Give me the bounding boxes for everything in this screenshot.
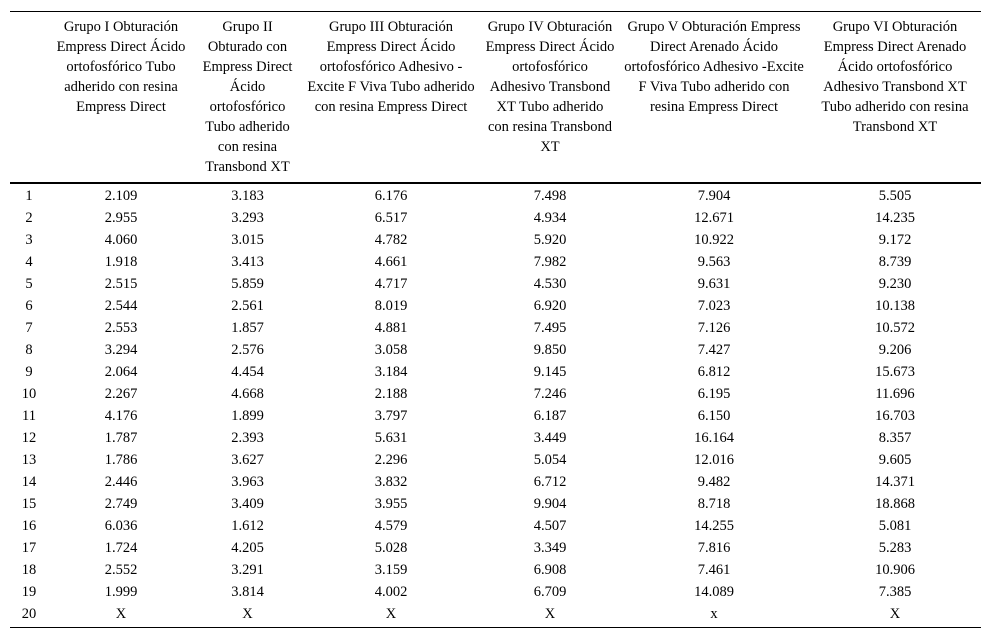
table-cell: 2.393 [231, 430, 264, 446]
table-row [10, 493, 981, 515]
table-cell: 3.058 [374, 342, 408, 358]
table-cell: 6.712 [533, 474, 567, 490]
table-cell: 4.507 [533, 518, 567, 534]
table-row [10, 207, 981, 229]
table-cell: 9.605 [878, 452, 912, 468]
table-cell: 4.782 [374, 232, 408, 248]
table-cell: 2.188 [374, 386, 408, 402]
table-cell: 5.920 [533, 232, 567, 248]
table-cell: 6.920 [533, 298, 567, 314]
table-cell: 7.461 [697, 562, 731, 578]
table-cell: 3.294 [104, 342, 138, 358]
table-cell: 2.515 [104, 276, 138, 292]
table-cell: 8.019 [374, 298, 408, 314]
table-row [10, 339, 981, 361]
table-cell: 6.709 [533, 584, 567, 600]
header-cell-grupo-3: Grupo III Obturación Empress Direct Ácido ortofosfórico Adhesivo -Excite F Viva Tubo adherido con resina Empress Direct [307, 19, 475, 115]
row-number-cell: 7 [25, 320, 33, 336]
table-cell: 1.786 [104, 452, 138, 468]
table-cell: 3.015 [231, 232, 264, 248]
table-cell: 2.064 [104, 364, 138, 380]
table-cell: X [385, 606, 397, 622]
table-cell: 6.195 [697, 386, 731, 402]
table-cell: 3.832 [374, 474, 408, 490]
table-cell: X [115, 606, 127, 622]
table-cell: 2.296 [374, 452, 408, 468]
row-number-cell: 6 [25, 298, 33, 314]
table-row [10, 449, 981, 471]
row-number-cell: 15 [21, 496, 37, 512]
table-cell: 5.081 [878, 518, 912, 534]
table-cell: 3.413 [231, 254, 264, 270]
header-cell-grupo-1: Grupo I Obturación Empress Direct Ácido ortofosfórico Tubo adherido con resina Empress Direct [56, 19, 186, 115]
table-cell: 6.036 [104, 518, 138, 534]
row-number-cell: 17 [21, 540, 37, 556]
row-number-cell: 5 [25, 276, 33, 292]
table-cell: 10.906 [875, 562, 915, 578]
table-cell: 7.023 [697, 298, 731, 314]
table-cell: 3.409 [231, 496, 264, 512]
table-cell: 12.671 [694, 210, 734, 226]
table-cell: 3.449 [533, 430, 567, 446]
table-cell: 7.126 [697, 320, 731, 336]
table-cell: 2.552 [104, 562, 138, 578]
table-row [10, 383, 981, 405]
bond-strength-table [10, 11, 981, 628]
table-row [10, 537, 981, 559]
table-row [10, 471, 981, 493]
table-cell: 7.495 [533, 320, 567, 336]
table-cell: 15.673 [875, 364, 915, 380]
table-cell: 2.576 [231, 342, 264, 358]
table-cell: 3.159 [374, 562, 408, 578]
row-number-cell: 11 [22, 408, 36, 424]
table-cell: 6.176 [374, 188, 408, 204]
table-cell: 16.164 [694, 430, 734, 446]
table-cell: 6.150 [697, 408, 731, 424]
table-cell: 2.267 [104, 386, 138, 402]
table-cell: 3.797 [374, 408, 408, 424]
table-cell: 7.816 [697, 540, 731, 556]
table-cell: 10.572 [875, 320, 915, 336]
table-cell: 4.661 [374, 254, 408, 270]
header-cell-index [10, 12, 48, 184]
table-cell: x [710, 606, 718, 622]
table-cell: 9.206 [878, 342, 912, 358]
table-cell: 10.138 [875, 298, 915, 314]
table-cell: 18.868 [875, 496, 915, 512]
table-cell: 3.963 [231, 474, 264, 490]
table-row [10, 229, 981, 251]
table-row [10, 559, 981, 581]
data-table-container [10, 11, 981, 628]
table-cell: 10.922 [694, 232, 734, 248]
header-cell-grupo-4: Grupo IV Obturación Empress Direct Ácido ortofosfórico Adhesivo Transbond XT Tubo adherido con resina Transbond XT [485, 19, 615, 155]
row-number-cell: 19 [21, 584, 37, 600]
table-cell: 14.255 [694, 518, 734, 534]
table-cell: 6.908 [533, 562, 567, 578]
table-cell: 11.696 [875, 386, 915, 402]
table-cell: 2.553 [104, 320, 138, 336]
table-cell: 9.904 [533, 496, 567, 512]
row-number-cell: 2 [25, 210, 33, 226]
row-number-cell: 10 [21, 386, 37, 402]
table-cell: 3.291 [231, 562, 264, 578]
table-cell: 1.612 [231, 518, 264, 534]
row-number-cell: 3 [25, 232, 33, 248]
table-cell: 14.235 [875, 210, 915, 226]
table-cell: 6.187 [533, 408, 567, 424]
table-row [10, 295, 981, 317]
table-row [10, 361, 981, 383]
table-cell: 3.349 [533, 540, 567, 556]
table-cell: 14.371 [875, 474, 915, 490]
table-cell: X [242, 606, 253, 622]
table-cell: 9.850 [533, 342, 567, 358]
table-cell: 9.230 [878, 276, 912, 292]
table-cell: 2.109 [104, 188, 138, 204]
header-row [10, 12, 981, 184]
header-cell-grupo-5: Grupo V Obturación Empress Direct Arenado Ácido ortofosfórico Adhesivo -Excite F Viva Tubo adherido con resina Empress Direct [624, 19, 804, 115]
table-cell: 3.184 [374, 364, 408, 380]
table-cell: 1.999 [104, 584, 138, 600]
table-cell: 1.899 [231, 408, 264, 424]
table-cell: 6.517 [374, 210, 408, 226]
table-row [10, 515, 981, 537]
table-cell: 1.724 [104, 540, 138, 556]
table-cell: 9.145 [533, 364, 567, 380]
table-cell: 3.183 [231, 188, 264, 204]
table-cell: 1.918 [104, 254, 138, 270]
table-cell: 8.739 [878, 254, 912, 270]
table-cell: 7.427 [697, 342, 731, 358]
table-cell: 5.859 [231, 276, 264, 292]
table-cell: 3.293 [231, 210, 264, 226]
table-cell: 4.060 [104, 232, 138, 248]
table-cell: 9.631 [697, 276, 731, 292]
table-row [10, 405, 981, 427]
table-cell: 7.385 [878, 584, 912, 600]
table-cell: 7.904 [697, 188, 731, 204]
table-cell: 4.717 [374, 276, 408, 292]
table-cell: 5.054 [533, 452, 567, 468]
table-cell: 7.982 [533, 254, 567, 270]
table-cell: 3.627 [231, 452, 264, 468]
table-cell: 2.955 [104, 210, 138, 226]
table-row [10, 427, 981, 449]
table-cell: 7.246 [533, 386, 567, 402]
row-number-cell: 8 [25, 342, 33, 358]
header-cell-grupo-2: Grupo II Obturado con Empress Direct Ácido ortofosfórico Tubo adherido con resina Transbond XT [202, 19, 293, 175]
header-cell-grupo-6: Grupo VI Obturación Empress Direct Arenado Ácido ortofosfórico Adhesivo Transbond XT Tubo adherido con resina Transbond XT [821, 19, 969, 135]
row-number-cell: 16 [21, 518, 37, 534]
table-cell: 1.857 [231, 320, 264, 336]
table-cell: 5.283 [878, 540, 912, 556]
table-row [10, 251, 981, 273]
table-cell: 4.881 [374, 320, 408, 336]
row-number-cell: 18 [21, 562, 37, 578]
table-row [10, 317, 981, 339]
table-cell: 2.446 [104, 474, 138, 490]
table-cell: 5.631 [374, 430, 408, 446]
table-cell: 5.505 [878, 188, 912, 204]
row-number-cell: 4 [25, 254, 33, 270]
table-cell: 4.934 [533, 210, 567, 226]
table-cell: 4.205 [231, 540, 264, 556]
table-cell: 4.530 [533, 276, 567, 292]
table-cell: 3.814 [231, 584, 264, 600]
table-cell: X [544, 606, 556, 622]
row-number-cell: 1 [25, 188, 33, 204]
table-cell: 1.787 [104, 430, 138, 446]
table-header [10, 12, 981, 184]
table-body [10, 183, 981, 628]
table-cell: 4.579 [374, 518, 408, 534]
table-row [10, 603, 981, 628]
row-number-cell: 13 [21, 452, 37, 468]
table-cell: 4.454 [231, 364, 264, 380]
table-cell: 2.561 [231, 298, 264, 314]
table-cell: 2.544 [104, 298, 138, 314]
table-cell: 3.955 [374, 496, 408, 512]
table-row [10, 273, 981, 295]
row-number-cell: 20 [21, 606, 37, 622]
table-cell: 16.703 [875, 408, 915, 424]
table-cell: 9.563 [697, 254, 731, 270]
row-number-cell: 12 [21, 430, 37, 446]
row-number-cell: 14 [21, 474, 37, 490]
table-cell: 7.498 [533, 188, 567, 204]
table-cell: 6.812 [697, 364, 731, 380]
table-row [10, 581, 981, 603]
table-cell: 4.668 [231, 386, 264, 402]
table-cell: 9.482 [697, 474, 731, 490]
table-cell: 5.028 [374, 540, 408, 556]
table-cell: 2.749 [104, 496, 138, 512]
table-cell: 4.002 [374, 584, 408, 600]
table-cell: 9.172 [878, 232, 912, 248]
table-cell: 14.089 [694, 584, 734, 600]
table-cell: X [889, 606, 901, 622]
table-cell: 8.357 [878, 430, 912, 446]
table-cell: 8.718 [697, 496, 731, 512]
row-number-cell: 9 [25, 364, 33, 380]
table-row [10, 183, 981, 207]
table-cell: 4.176 [104, 408, 138, 424]
table-cell: 12.016 [694, 452, 734, 468]
